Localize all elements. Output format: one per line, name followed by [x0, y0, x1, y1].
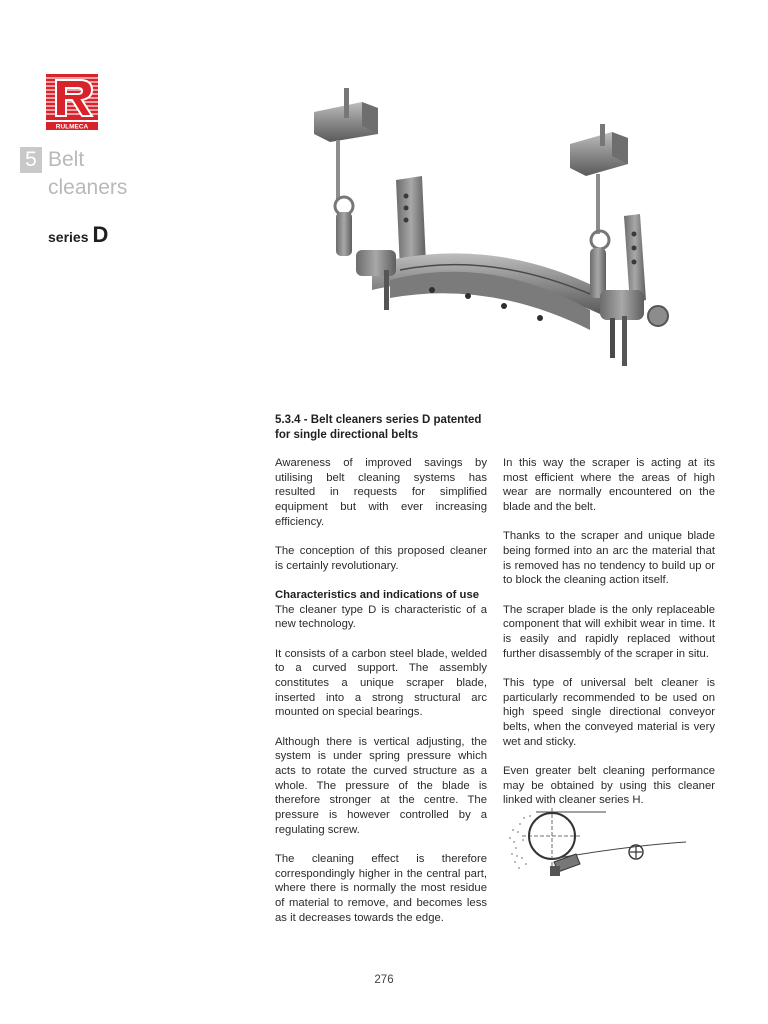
series-word: series — [48, 229, 89, 245]
chapter-title-line2: cleaners — [48, 176, 128, 199]
svg-text:RULMECA: RULMECA — [55, 123, 89, 130]
chapter-number: 5 — [20, 147, 42, 173]
paragraph: The cleaning effect is therefore correspondingly higher in the central part, where there is normally the most residue of material to remove, and becomes less as it decreases towards the edge. — [275, 852, 487, 924]
series-label — [48, 222, 108, 248]
chapter-title — [48, 146, 127, 202]
section-heading — [275, 413, 487, 443]
paragraph: Thanks to the scraper and unique blade being formed into an arc the material that is removed has no tendency to build up or to block the cleaning action itself. — [503, 530, 715, 587]
section-heading-line2: for single directional belts — [275, 429, 419, 441]
paragraph: This type of universal belt cleaner is particularly recommended to be used on high speed single directional conveyor belts, when the conveyed material is very wet and sticky. — [503, 676, 715, 748]
cleaner-position-diagram — [506, 802, 692, 884]
paragraph: In this way the scraper is acting at its most efficient where the areas of high wear are normally encountered on the blade and the belt. — [503, 457, 715, 514]
chapter-title-line1: Belt — [48, 148, 85, 171]
section-heading-line1: 5.3.4 - Belt cleaners series D patented — [275, 414, 482, 426]
right-text-column — [503, 456, 715, 823]
paragraph: The conception of this proposed cleaner is certainly revolutionary. — [275, 545, 487, 572]
paragraph: Awareness of improved savings by utilising belt cleaning systems has resulted in requests for simplified equipment but with ever increasing efficiency. — [275, 457, 487, 528]
left-text-column — [275, 456, 487, 940]
paragraph: Although there is vertical adjusting, the system is under spring pressure which acts to rotate the curved structure as a whole. The pressure of the blade is therefore stronger at the centre. The pressure is however controlled by a regulating screw. — [275, 735, 487, 836]
subheading: Characteristics and indications of use — [275, 588, 480, 601]
belt-cleaner-illustration — [300, 84, 670, 380]
series-letter: D — [92, 222, 109, 247]
page-number: 276 — [374, 974, 394, 986]
rulmeca-logo — [46, 74, 98, 130]
paragraph: The cleaner type D is characteristic of a new technology. — [275, 603, 487, 631]
paragraph: Even greater belt cleaning performance may be obtained by using this cleaner linked with cleaner series H. — [503, 764, 715, 807]
characteristics-block — [275, 588, 487, 632]
paragraph: The scraper blade is the only replaceable component that will exhibit wear in time. It is easily and rapidly replaced without further disassembly of the scraper in situ. — [503, 603, 715, 660]
paragraph: It consists of a carbon steel blade, welded to a curved support. The assembly constitutes a unique scraper blade, inserted into a strong structural arc mounted on special bearings. — [275, 647, 487, 719]
